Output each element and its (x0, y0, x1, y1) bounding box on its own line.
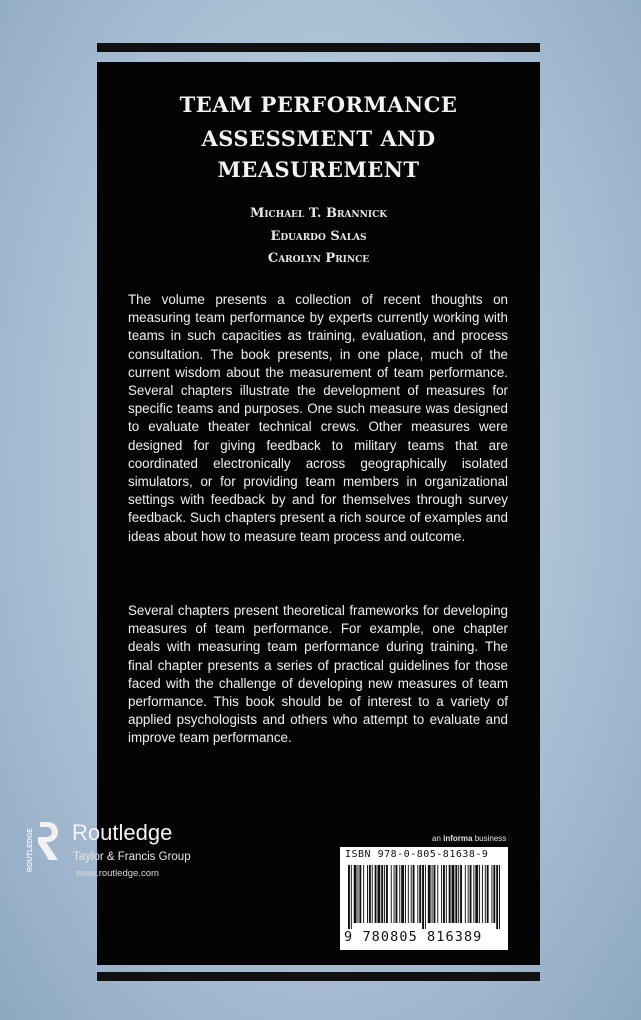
barcode-bar (452, 865, 455, 923)
barcode-bar (391, 865, 392, 923)
barcode-bar (465, 865, 466, 923)
barcode-bar (422, 865, 424, 929)
barcode-bar (396, 865, 398, 923)
barcode-bar (455, 865, 457, 923)
barcode-bar (499, 865, 500, 929)
isbn-label: ISBN 978-0-805-81638-9 (345, 849, 489, 860)
barcode-bar (399, 865, 400, 923)
barcode-bar (434, 865, 436, 923)
barcode-bar (372, 865, 373, 923)
barcode-bar (485, 865, 486, 923)
barcode-bar (363, 865, 364, 923)
barcode-bar (487, 865, 489, 923)
publisher-url: www.routledge.com (76, 868, 159, 879)
top-rule (97, 43, 540, 52)
barcode-bar (354, 865, 357, 923)
author-1: Michael T. Brannick (249, 206, 388, 221)
barcode-bar (411, 865, 412, 923)
book-title-line-1: TEAM PERFORMANCE (179, 92, 458, 117)
barcode-bar (359, 865, 361, 923)
barcode-bar (377, 865, 380, 923)
barcode-bar (491, 865, 492, 923)
blurb-paragraph-2: Several chapters present theoretical frameworks for developing measures of team performance. For example, one chapter deals with measuring team performance during training. The final chapter presents a series of practical guidelines for those faced with the challenge of developing new measures of team performance. This book should be of interest to a variety of applied psychologists and others who attempt to evaluate and improve team performance. (128, 603, 508, 746)
barcode-bar (384, 865, 385, 923)
barcode-bar (413, 865, 415, 923)
barcode-bar (493, 865, 495, 923)
barcode-bar (479, 865, 480, 923)
publisher-name: Routledge (72, 820, 173, 845)
routledge-logo-icon (28, 818, 64, 874)
author-3: Carolyn Prince (267, 251, 370, 266)
barcode-bar (428, 865, 431, 923)
bottom-rule (97, 972, 540, 981)
barcode-bar (419, 865, 421, 923)
barcode-bar (441, 865, 442, 923)
barcode-bar (460, 865, 462, 923)
book-title-line-2: ASSESSMENT AND (201, 126, 436, 151)
barcode-bar (482, 865, 483, 923)
barcode-bar (401, 865, 404, 923)
barcode-bar (405, 865, 406, 923)
barcode-bar (351, 865, 352, 929)
barcode-bar (394, 865, 395, 923)
isbn-barcode (340, 847, 508, 950)
book-title-line-3: MEASUREMENT (217, 157, 420, 182)
barcode-bar (446, 865, 447, 923)
barcode-bar (473, 865, 474, 923)
blurb-paragraph-1: The volume presents a collection of recent thoughts on measuring team performance by experts currently working with teams in such capacities as training, evaluation, and process consultation. The book presents, in one place, much of the current wisdom about the measurement of team performance. Several chapters illustrate the development of measures for specific teams and purposes. One such measure was designed to evaluate theater technical crews. Other measures were designed for giving feedback to military teams that are coordinated electronically across geographically isolated simulators, or for providing team members in organizational settings with feedback by and for themselves through survey feedback. Such chapters present a rich source of examples and ideas about how to measure team process and outcome. (128, 292, 508, 544)
barcode-bar (437, 865, 438, 923)
barcode-bar (425, 865, 426, 929)
barcode-bar (470, 865, 472, 923)
barcode-bar (449, 865, 451, 923)
barcode-digits: 9 780805 816389 (344, 929, 483, 945)
barcode-bar (417, 865, 418, 923)
barcode-bar (375, 865, 377, 923)
barcode-bar (381, 865, 383, 923)
barcode-bar (443, 865, 445, 923)
barcode-bar (458, 865, 459, 923)
barcode-bar (348, 865, 350, 929)
barcode-bar (468, 865, 469, 923)
barcode-bar (432, 865, 433, 923)
barcode-bar (496, 865, 498, 929)
barcode-bars (346, 865, 502, 929)
barcode-bar (358, 865, 359, 923)
routledge-side-text: ROUTLEDGE (27, 828, 34, 872)
barcode-bar (367, 865, 368, 923)
barcode-bar (408, 865, 409, 923)
author-2: Eduardo Salas (270, 229, 367, 244)
barcode-bar (475, 865, 478, 923)
publisher-group: Taylor & Francis Group (73, 851, 191, 863)
informa-tagline: an informa business (432, 834, 507, 843)
barcode-bar (386, 865, 388, 923)
barcode-bar (369, 865, 371, 923)
